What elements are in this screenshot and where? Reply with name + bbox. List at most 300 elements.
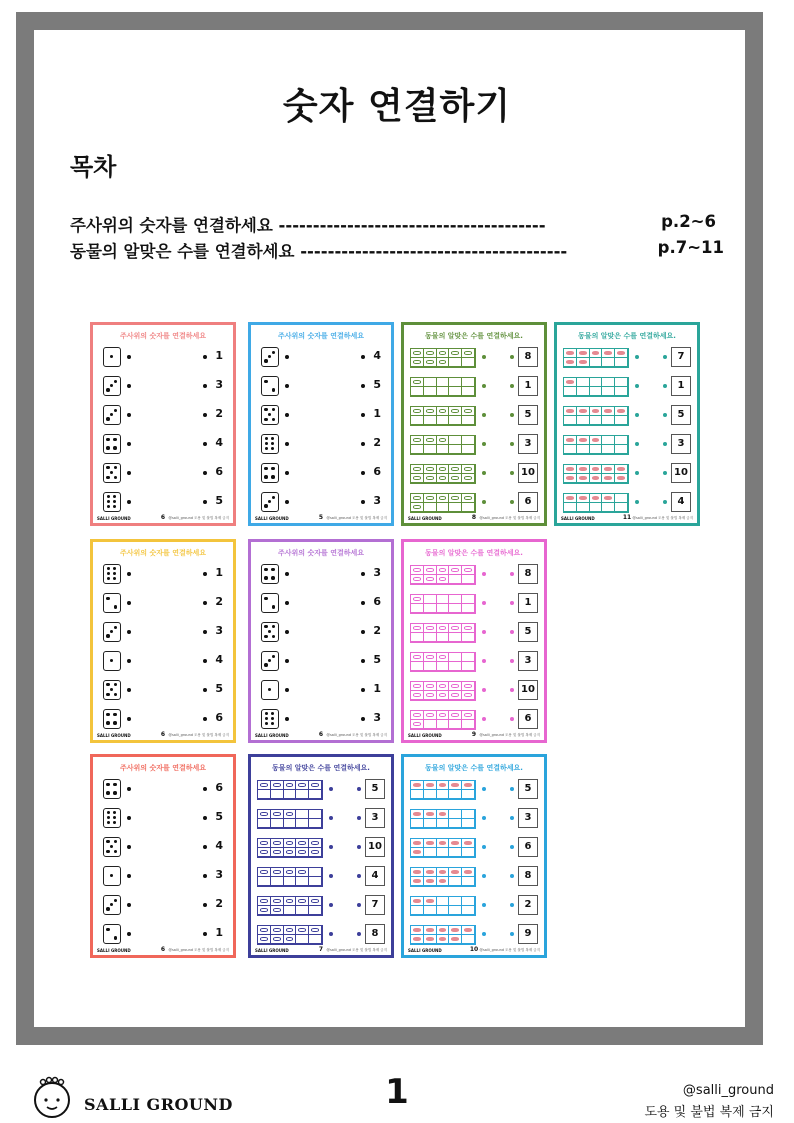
connect-dot — [361, 384, 365, 388]
ten-frame — [410, 464, 476, 484]
worksheet-row — [404, 622, 544, 644]
worksheet-title: 주사위의 숫자를 연결하세요 — [277, 549, 365, 557]
answer-box: 10 — [671, 463, 691, 483]
worksheet-page-number: 9 — [471, 731, 477, 738]
ten-frame-cell — [296, 877, 309, 886]
ten-frame-cell — [271, 926, 284, 935]
worksheet-copyright: @salli_ground 도용 및 불법 복제 금지 — [168, 733, 229, 737]
animal-icon — [579, 351, 587, 355]
animal-icon — [464, 928, 472, 932]
die-pip — [264, 663, 268, 667]
ten-frame-cell — [437, 474, 450, 483]
animal-icon — [451, 496, 459, 500]
ten-frame-cell — [462, 604, 475, 613]
die-pip — [271, 576, 275, 580]
ten-frame-cell — [271, 897, 284, 906]
ten-frame-cell — [564, 436, 577, 445]
die-pip — [264, 380, 268, 384]
worksheet-row — [93, 405, 233, 427]
worksheet-thumbnail — [248, 539, 394, 743]
connect-dot — [203, 845, 207, 849]
ten-frame-cell — [309, 877, 322, 886]
animal-icon — [439, 713, 447, 717]
die-icon — [103, 463, 121, 483]
animal-icon — [426, 409, 434, 413]
connect-dot — [127, 845, 131, 849]
die-icon — [103, 651, 121, 671]
ten-frame — [410, 925, 476, 945]
animal-icon — [413, 476, 421, 480]
worksheet-logo: SALLI GROUND — [97, 516, 131, 521]
ten-frame-cell — [424, 682, 437, 691]
worksheet-logo: SALLI GROUND — [408, 516, 442, 521]
ten-frame-cell — [309, 897, 322, 906]
connect-dot — [510, 717, 514, 721]
connect-dot — [510, 413, 514, 417]
animal-icon — [426, 351, 434, 355]
ten-frame-cell — [424, 604, 437, 613]
worksheet-row — [404, 564, 544, 586]
ten-frame-cell — [462, 653, 475, 662]
ten-frame-cell — [437, 358, 450, 367]
toc-item-label: 동물의 알맞은 수를 연결하세요 — [70, 242, 295, 261]
ten-frame-cell — [424, 624, 437, 633]
animal-icon — [260, 841, 268, 845]
ten-frame-cell — [577, 494, 590, 503]
ten-frame-cell — [296, 926, 309, 935]
animal-icon — [439, 467, 447, 471]
ten-frame-cell — [424, 407, 437, 416]
ten-frame-cell — [564, 465, 577, 474]
ten-frame-cell — [602, 349, 615, 358]
ten-frame-cell — [411, 790, 424, 799]
ten-frame-cell — [411, 358, 424, 367]
worksheet-footer — [404, 943, 544, 953]
worksheet-logo: SALLI GROUND — [97, 948, 131, 953]
ten-frame-cell — [309, 926, 322, 935]
ten-frame-cell — [590, 465, 603, 474]
ten-frame-cell — [309, 781, 322, 790]
worksheet-row — [93, 651, 233, 673]
die-pip — [110, 688, 114, 692]
ten-frame-cell — [590, 349, 603, 358]
connect-dot — [203, 659, 207, 663]
die-pip — [268, 630, 272, 634]
die-pip — [264, 568, 268, 572]
animal-icon — [413, 467, 421, 471]
die-pip — [106, 791, 110, 795]
ten-frame-cell — [411, 662, 424, 671]
ten-frame-cell — [424, 810, 437, 819]
ten-frame-cell — [449, 662, 462, 671]
connect-dot — [361, 500, 365, 504]
worksheet-logo: SALLI GROUND — [255, 516, 289, 521]
answer-box: 10 — [518, 463, 538, 483]
ten-frame-cell — [284, 877, 297, 886]
die-icon — [103, 924, 121, 944]
die-pip — [110, 845, 114, 849]
animal-icon — [592, 476, 600, 480]
animal-icon — [604, 351, 612, 355]
toc-leader: --------------------------------------- — [300, 242, 568, 261]
connect-dot — [127, 384, 131, 388]
ten-frame-cell — [564, 349, 577, 358]
die-pip — [106, 634, 110, 638]
ten-frame-cell — [564, 474, 577, 483]
connect-dot — [663, 442, 667, 446]
animal-icon — [413, 713, 421, 717]
ten-frame — [410, 681, 476, 701]
connect-dot — [127, 471, 131, 475]
ten-frame-cell — [449, 790, 462, 799]
worksheet-row — [93, 622, 233, 644]
ten-frame-cell — [577, 349, 590, 358]
ten-frame-cell — [449, 595, 462, 604]
ten-frame-cell — [449, 465, 462, 474]
ten-frame-cell — [590, 358, 603, 367]
animal-icon — [413, 899, 421, 903]
ten-frame-cell — [462, 349, 475, 358]
connect-dot — [127, 932, 131, 936]
animal-icon — [426, 568, 434, 572]
ten-frame-cell — [271, 877, 284, 886]
connect-dot — [510, 572, 514, 576]
connect-dot — [285, 630, 289, 634]
ten-frame-cell — [411, 407, 424, 416]
ten-frame-cell — [437, 810, 450, 819]
die-pip — [264, 504, 268, 508]
worksheet-row — [93, 808, 233, 830]
animal-icon — [617, 467, 625, 471]
ten-frame-cell — [271, 839, 284, 848]
ten-frame-cell — [615, 465, 628, 474]
animal-icon — [413, 850, 421, 854]
connect-dot — [482, 932, 486, 936]
ten-frame-cell — [271, 810, 284, 819]
connect-dot — [329, 845, 333, 849]
ten-frame-cell — [437, 691, 450, 700]
ten-frame-cell — [577, 416, 590, 425]
animal-icon — [413, 496, 421, 500]
connect-dot — [482, 601, 486, 605]
worksheet-row — [251, 895, 391, 917]
ten-frame-cell — [462, 790, 475, 799]
animal-icon — [426, 841, 434, 845]
ten-frame-cell — [564, 358, 577, 367]
die-icon — [103, 680, 121, 700]
connect-dot — [127, 874, 131, 878]
ten-frame-cell — [449, 566, 462, 575]
animal-icon — [566, 351, 574, 355]
ten-frame — [257, 925, 323, 945]
ten-frame-cell — [462, 848, 475, 857]
toc-leader: --------------------------------------- — [278, 216, 546, 235]
worksheet-footer — [93, 943, 233, 953]
ten-frame-cell — [462, 691, 475, 700]
animal-icon — [439, 568, 447, 572]
connect-dot — [361, 572, 365, 576]
connect-dot — [285, 384, 289, 388]
animal-icon — [451, 928, 459, 932]
ten-frame-cell — [449, 349, 462, 358]
ten-frame-cell — [590, 436, 603, 445]
answer-number: 1 — [215, 349, 223, 362]
connect-dot — [510, 874, 514, 878]
connect-dot — [127, 659, 131, 663]
ten-frame-cell — [437, 653, 450, 662]
die-pip — [106, 388, 110, 392]
worksheet-row — [557, 463, 697, 485]
ten-frame — [563, 406, 629, 426]
die-pip — [106, 597, 110, 601]
animal-icon — [439, 360, 447, 364]
ten-frame-cell — [462, 926, 475, 935]
die-pip — [272, 605, 276, 609]
connect-dot — [203, 630, 207, 634]
ten-frame-cell — [271, 790, 284, 799]
answer-box: 5 — [365, 779, 385, 799]
connect-dot — [329, 874, 333, 878]
ten-frame-cell — [424, 711, 437, 720]
animal-icon — [273, 841, 281, 845]
ten-frame-cell — [411, 349, 424, 358]
ten-frame-cell — [296, 781, 309, 790]
animal-icon — [413, 722, 421, 726]
die-pip — [107, 500, 111, 504]
ten-frame — [410, 623, 476, 643]
answer-box: 7 — [671, 347, 691, 367]
die-pip — [106, 466, 110, 470]
animal-icon — [413, 841, 421, 845]
brand-name: SALLI GROUND — [84, 1095, 233, 1114]
ten-frame-cell — [411, 575, 424, 584]
ten-frame-cell — [615, 416, 628, 425]
ten-frame-cell — [437, 819, 450, 828]
worksheet-thumbnail — [401, 539, 547, 743]
die-pip — [114, 840, 118, 844]
die-pip — [113, 446, 117, 450]
worksheet-row — [404, 651, 544, 673]
animal-icon — [413, 693, 421, 697]
animal-icon — [451, 568, 459, 572]
animal-icon — [439, 577, 447, 581]
ten-frame-cell — [615, 407, 628, 416]
ten-frame-cell — [462, 662, 475, 671]
die-pip — [113, 816, 117, 820]
ten-frame-cell — [462, 436, 475, 445]
connect-dot — [510, 787, 514, 791]
die-pip — [264, 467, 268, 471]
animal-icon — [451, 937, 459, 941]
animal-icon — [260, 812, 268, 816]
ten-frame-cell — [437, 848, 450, 857]
ten-frame-cell — [437, 566, 450, 575]
ten-frame — [410, 809, 476, 829]
connect-dot — [482, 572, 486, 576]
animal-icon — [413, 360, 421, 364]
ten-frame — [410, 594, 476, 614]
animal-icon — [426, 626, 434, 630]
animal-icon — [286, 899, 294, 903]
die-pip — [264, 635, 268, 639]
connect-dot — [482, 787, 486, 791]
die-icon — [103, 866, 121, 886]
animal-icon — [439, 879, 447, 883]
animal-icon — [566, 380, 574, 384]
ten-frame-cell — [615, 445, 628, 454]
worksheet-row — [251, 347, 391, 369]
die-icon — [103, 837, 121, 857]
die-pip — [114, 899, 118, 903]
ten-frame-cell — [449, 407, 462, 416]
connect-dot — [329, 787, 333, 791]
die-pip — [265, 722, 269, 726]
ten-frame-cell — [424, 868, 437, 877]
ten-frame-cell — [424, 595, 437, 604]
ten-frame-cell — [437, 790, 450, 799]
worksheet-page-number: 10 — [469, 946, 479, 953]
ten-frame-cell — [411, 474, 424, 483]
die-pip — [271, 447, 275, 451]
connect-dot — [663, 413, 667, 417]
connect-dot — [285, 659, 289, 663]
ten-frame-cell — [284, 926, 297, 935]
ten-frame-cell — [271, 868, 284, 877]
ten-frame — [410, 493, 476, 513]
ten-frame-cell — [449, 906, 462, 915]
die-pip — [114, 409, 118, 413]
worksheet-thumbnail — [248, 322, 394, 526]
animal-icon — [273, 850, 281, 854]
die-pip — [114, 605, 118, 609]
die-pip — [113, 495, 117, 499]
connect-dot — [127, 903, 131, 907]
ten-frame-cell — [309, 839, 322, 848]
answer-box: 8 — [365, 924, 385, 944]
animal-icon — [464, 693, 472, 697]
animal-icon — [439, 693, 447, 697]
die-pip — [113, 505, 117, 509]
animal-icon — [439, 928, 447, 932]
worksheet-row — [251, 564, 391, 586]
connect-dot — [663, 471, 667, 475]
die-pip — [107, 816, 111, 820]
animal-icon — [426, 360, 434, 364]
animal-icon — [426, 899, 434, 903]
die-pip — [113, 567, 117, 571]
ten-frame-cell — [590, 378, 603, 387]
answer-number: 6 — [215, 781, 223, 794]
ten-frame-cell — [411, 839, 424, 848]
animal-icon — [439, 870, 447, 874]
ten-frame-cell — [424, 575, 437, 584]
animal-icon — [311, 899, 319, 903]
ten-frame-cell — [437, 839, 450, 848]
worksheet-footer — [404, 728, 544, 738]
die-pip — [107, 567, 111, 571]
die-pip — [113, 721, 117, 725]
ten-frame-cell — [411, 624, 424, 633]
animal-icon — [311, 928, 319, 932]
ten-frame-cell — [449, 445, 462, 454]
answer-number: 1 — [373, 407, 381, 420]
answer-box: 7 — [365, 895, 385, 915]
die-icon — [261, 709, 279, 729]
animal-icon — [439, 812, 447, 816]
die-icon — [261, 405, 279, 425]
ten-frame-cell — [462, 575, 475, 584]
answer-number: 3 — [215, 378, 223, 391]
ten-frame-cell — [411, 378, 424, 387]
page-number: 1 — [385, 1072, 409, 1112]
die-pip — [110, 413, 114, 417]
worksheet-row — [251, 680, 391, 702]
worksheet-title: 동물의 알맞은 수를 연결하세요. — [425, 332, 523, 340]
connect-dot — [361, 413, 365, 417]
animal-icon — [579, 409, 587, 413]
animal-icon — [413, 655, 421, 659]
answer-box: 3 — [518, 651, 538, 671]
die-pip — [107, 577, 111, 581]
die-pip — [106, 417, 110, 421]
die-icon — [261, 564, 279, 584]
ten-frame-cell — [462, 494, 475, 503]
ten-frame-cell — [564, 387, 577, 396]
ten-frame-cell — [411, 566, 424, 575]
ten-frame-cell — [449, 839, 462, 848]
connect-dot — [127, 355, 131, 359]
animal-icon — [464, 870, 472, 874]
ten-frame-cell — [411, 868, 424, 877]
worksheet-logo: SALLI GROUND — [255, 948, 289, 953]
die-pip — [106, 783, 110, 787]
ten-frame-cell — [602, 358, 615, 367]
ten-frame-cell — [437, 624, 450, 633]
animal-icon — [451, 783, 459, 787]
ten-frame-cell — [284, 781, 297, 790]
die-pip — [113, 577, 117, 581]
connect-dot — [285, 572, 289, 576]
animal-icon — [413, 626, 421, 630]
animal-icon — [260, 937, 268, 941]
animal-icon — [311, 850, 319, 854]
answer-number: 3 — [215, 868, 223, 881]
ten-frame-cell — [590, 494, 603, 503]
ten-frame-cell — [437, 407, 450, 416]
ten-frame-cell — [309, 906, 322, 915]
ten-frame — [563, 348, 629, 368]
connect-dot — [635, 355, 639, 359]
animal-icon — [413, 438, 421, 442]
ten-frame-cell — [462, 445, 475, 454]
worksheet-row — [251, 866, 391, 888]
worksheet-row — [404, 463, 544, 485]
ten-frame-cell — [577, 445, 590, 454]
die-pip — [114, 380, 118, 384]
ten-frame-cell — [309, 868, 322, 877]
ten-frame-cell — [437, 604, 450, 613]
ten-frame-cell — [411, 781, 424, 790]
answer-number: 5 — [373, 378, 381, 391]
die-pip — [110, 659, 114, 663]
ten-frame-cell — [424, 790, 437, 799]
animal-icon — [604, 476, 612, 480]
ten-frame-cell — [271, 781, 284, 790]
ten-frame — [410, 710, 476, 730]
worksheet-copyright: @salli_ground 도용 및 불법 복제 금지 — [168, 948, 229, 952]
answer-number: 2 — [215, 897, 223, 910]
ten-frame-cell — [449, 926, 462, 935]
